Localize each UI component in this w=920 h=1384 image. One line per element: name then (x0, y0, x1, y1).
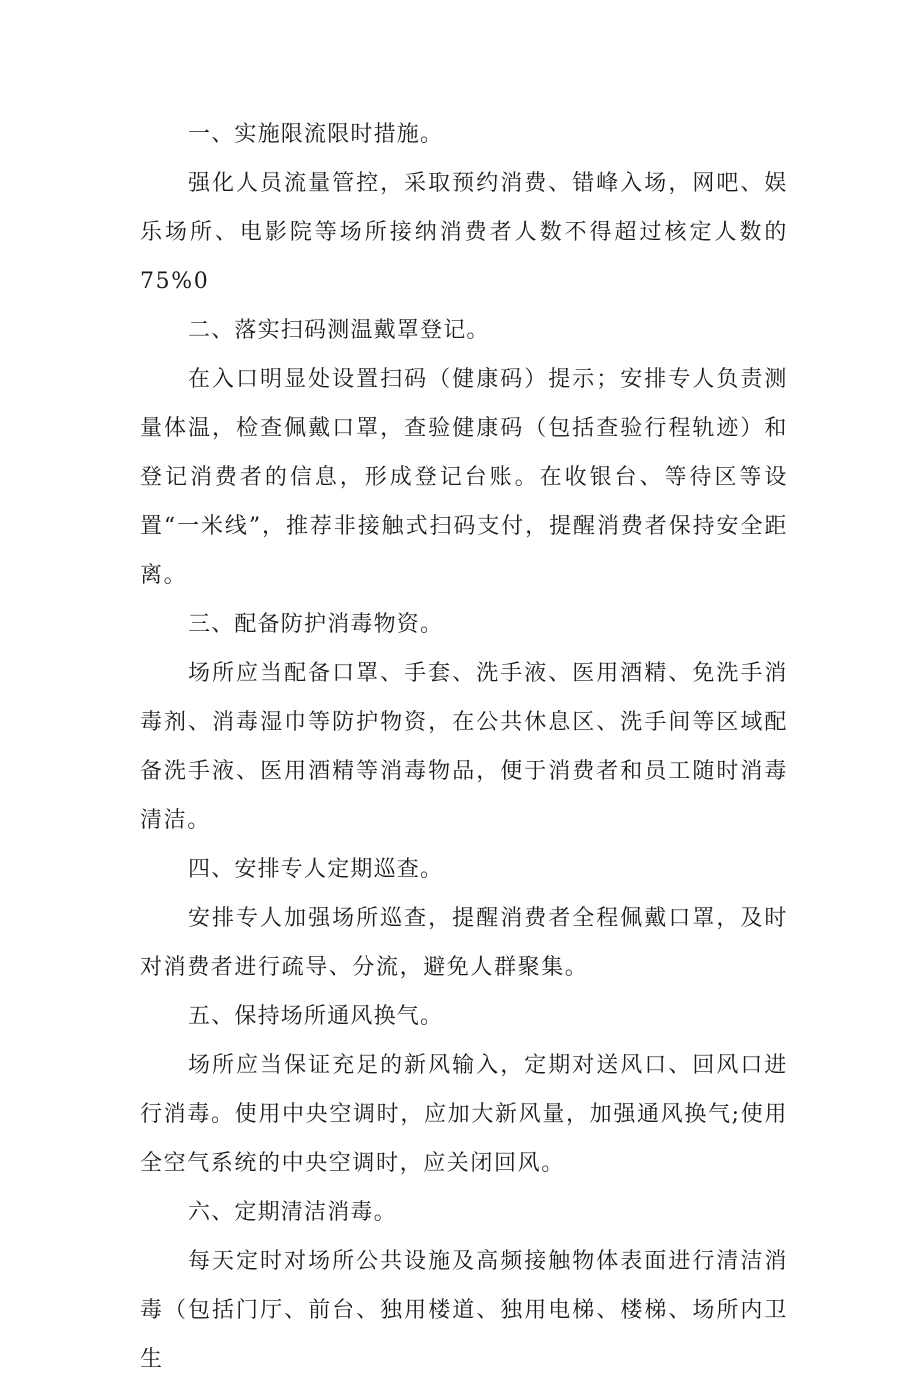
section-6-heading: 六、定期清洁消毒。 (188, 1200, 397, 1225)
section-3-heading: 三、配备防护消毒物资。 (188, 612, 444, 637)
section-2-heading: 二、落实扫码测温戴罩登记。 (188, 318, 490, 343)
section-4-heading: 四、安排专人定期巡查。 (188, 857, 444, 882)
section-1-heading: 一、实施限流限时措施。 (188, 122, 444, 147)
section-1-paragraph: 强化人员流量管控，采取预约消费、错峰入场，网吧、娱乐场所、电影院等场所接纳消费者人数不得超过核定人数的75%0 (140, 171, 788, 294)
section-4-paragraph: 安排专人加强场所巡查，提醒消费者全程佩戴口罩，及时对消费者进行疏导、分流，避免人群聚集。 (140, 906, 788, 980)
section-5-paragraph: 场所应当保证充足的新风输入，定期对送风口、回风口进行消毒。使用中央空调时，应加大新风量，加强通风换气;使用全空气系统的中央空调时，应关闭回风。 (140, 1053, 788, 1176)
section-5-heading: 五、保持场所通风换气。 (188, 1004, 444, 1029)
document-body (140, 110, 788, 1384)
section-3-paragraph: 场所应当配备口罩、手套、洗手液、医用酒精、免洗手消毒剂、消毒湿巾等防护物资，在公共休息区、洗手间等区域配备洗手液、医用酒精等消毒物品，便于消费者和员工随时消毒清洁。 (140, 661, 788, 833)
section-6-paragraph: 每天定时对场所公共设施及高频接触物体表面进行清洁消毒（包括门厅、前台、独用楼道、独用电梯、楼梯、场所内卫生 (140, 1249, 788, 1372)
section-2-paragraph: 在入口明显处设置扫码（健康码）提示；安排专人负责测量体温，检查佩戴口罩，查验健康码（包括查验行程轨迹）和登记消费者的信息，形成登记台账。在收银台、等待区等设置“一米线”，推荐非接触式扫码支付，提醒消费者保持安全距离。 (140, 367, 788, 588)
